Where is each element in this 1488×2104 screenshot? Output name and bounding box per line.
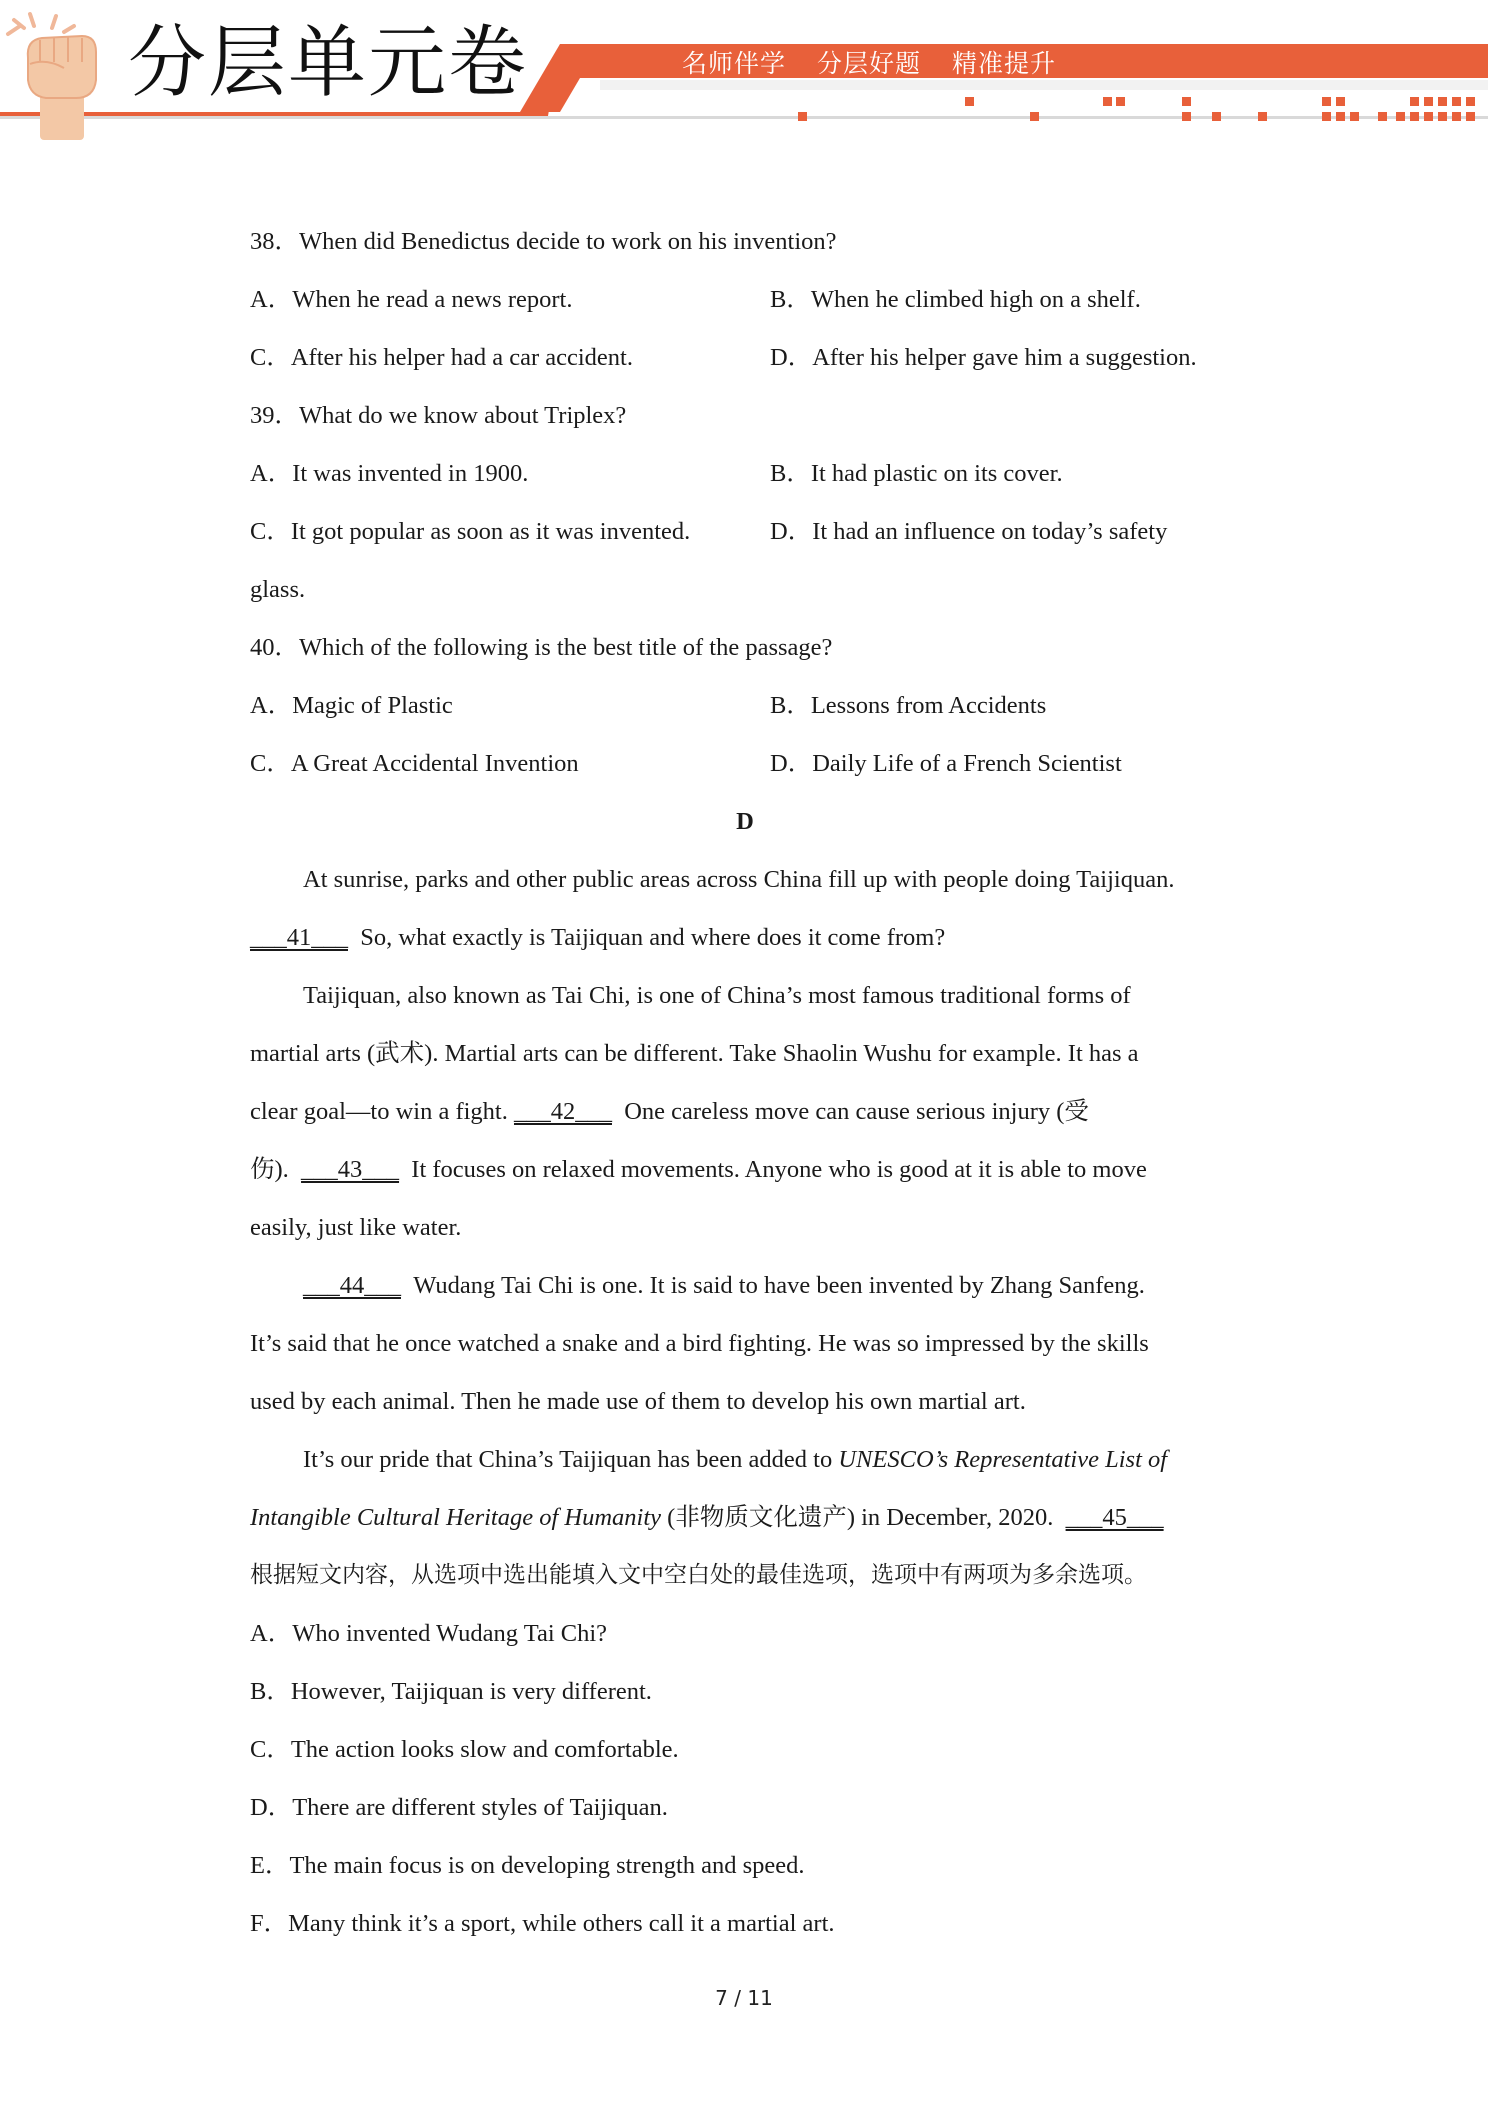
option-label: A．	[250, 1620, 293, 1647]
blank-43: ___43___	[301, 1156, 400, 1183]
option-text: There are different styles of Taijiquan.	[292, 1794, 668, 1821]
passage-line: At sunrise, parks and other public areas across China fill up with people doing Taijiquan.	[303, 866, 1175, 893]
option-40-d	[770, 752, 1122, 777]
option-label: F．	[250, 1910, 289, 1937]
option-label: A．	[250, 286, 293, 313]
option-38-c	[250, 346, 633, 371]
blank-41: ___41___	[250, 924, 348, 951]
slogan-1: 名师伴学	[682, 49, 787, 78]
option-label: D．	[770, 344, 813, 371]
choice-a	[250, 1622, 607, 1647]
section-heading: D	[736, 808, 754, 835]
question-38	[250, 230, 837, 255]
option-label: E．	[250, 1852, 290, 1879]
option-39-c	[250, 520, 690, 545]
passage-text: clear goal—to win a fight.	[250, 1098, 508, 1125]
option-text: After his helper gave him a suggestion.	[812, 344, 1197, 371]
option-text: A Great Accidental Invention	[290, 750, 579, 777]
option-39-a	[250, 462, 528, 487]
option-40-a	[250, 694, 453, 719]
option-39-d-continued: glass.	[250, 576, 306, 603]
passage-line	[303, 1274, 1145, 1299]
passage-italic-text: UNESCO’s Representative List of	[838, 1446, 1168, 1473]
option-label: A．	[250, 460, 293, 487]
option-text: The main focus is on developing strength and speed.	[289, 1852, 805, 1879]
option-label: C．	[250, 344, 291, 371]
slogan-2: 分层好题	[816, 49, 921, 78]
blank-45: ___45___	[1065, 1504, 1164, 1531]
option-label: C．	[250, 1736, 291, 1763]
option-label: B．	[770, 460, 811, 487]
option-text: It got popular as soon as it was invented.	[290, 518, 691, 545]
choice-b	[250, 1680, 652, 1705]
passage-text: So, what exactly is Taijiquan and where does it come from?	[360, 924, 946, 951]
passage-line	[250, 1100, 1089, 1125]
question-number: 40．	[250, 634, 299, 661]
question-40	[250, 636, 832, 661]
option-label: D．	[770, 750, 813, 777]
option-38-d	[770, 346, 1197, 371]
option-label: B．	[770, 286, 811, 313]
passage-text: One careless move can cause serious injury (受	[624, 1098, 1089, 1125]
option-text: Lessons from Accidents	[810, 692, 1047, 719]
choice-d	[250, 1796, 668, 1821]
option-label: D．	[770, 518, 813, 545]
option-label: B．	[770, 692, 811, 719]
brand-title: 分层单元卷	[128, 18, 529, 108]
blank-44: ___44___	[303, 1272, 401, 1299]
option-text: When he read a news report.	[292, 286, 573, 313]
passage-line: used by each animal. Then he made use of them to develop his own martial art.	[250, 1388, 1026, 1415]
option-40-b	[770, 694, 1046, 719]
question-stem: When did Benedictus decide to work on his invention?	[299, 228, 837, 255]
blank-42: ___42___	[513, 1098, 612, 1125]
option-text: The action looks slow and comfortable.	[290, 1736, 679, 1763]
passage-line	[250, 926, 945, 951]
header-slogan	[682, 44, 1078, 80]
choice-c	[250, 1738, 679, 1763]
question-number: 39．	[250, 402, 299, 429]
passage-text: Wudang Tai Chi is one. It is said to have been invented by Zhang Sanfeng.	[413, 1272, 1145, 1299]
option-text: However, Taijiquan is very different.	[290, 1678, 652, 1705]
question-number: 38．	[250, 228, 299, 255]
passage-text: It’s our pride that China’s Taijiquan has been added to	[303, 1446, 833, 1473]
option-label: B．	[250, 1678, 291, 1705]
option-text: Who invented Wudang Tai Chi?	[292, 1620, 608, 1647]
option-label: C．	[250, 750, 291, 777]
passage-line	[250, 1158, 1147, 1183]
page-number: 7 / 11	[715, 1986, 773, 2010]
slogan-3: 精准提升	[951, 49, 1056, 78]
passage-line: It’s said that he once watched a snake and a bird fighting. He was so impressed by the skills	[250, 1330, 1149, 1357]
raised-fist-icon	[8, 14, 96, 140]
passage-line: Taijiquan, also known as Tai Chi, is one of China’s most famous traditional forms of	[303, 982, 1131, 1009]
page-header	[0, 0, 1488, 150]
choice-f	[250, 1912, 835, 1937]
option-label: A．	[250, 692, 293, 719]
passage-text: 伤).	[250, 1156, 289, 1183]
instruction-text: 根据短文内容，从选项中选出能填入文中空白处的最佳选项，选项中有两项为多余选项。	[250, 1562, 1147, 1588]
passage-line: martial arts (武术). Martial arts can be different. Take Shaolin Wushu for example. It has a	[250, 1040, 1139, 1067]
question-39	[250, 404, 626, 429]
option-text: Daily Life of a French Scientist	[812, 750, 1122, 777]
option-text: After his helper had a car accident.	[290, 344, 633, 371]
question-stem: What do we know about Triplex?	[299, 402, 627, 429]
option-text: It had an influence on today’s safety	[812, 518, 1168, 545]
option-38-b	[770, 288, 1141, 313]
passage-line	[303, 1448, 1167, 1473]
passage-line	[250, 1506, 1164, 1531]
option-text: When he climbed high on a shelf.	[810, 286, 1141, 313]
choice-e	[250, 1854, 805, 1879]
option-40-c	[250, 752, 579, 777]
passage-line: easily, just like water.	[250, 1214, 462, 1241]
option-label: C．	[250, 518, 291, 545]
passage-text: (非物质文化遗产) in December, 2020.	[667, 1504, 1054, 1531]
option-38-a	[250, 288, 572, 313]
question-stem: Which of the following is the best title of the passage?	[299, 634, 833, 661]
option-label: D．	[250, 1794, 293, 1821]
option-text: Many think it’s a sport, while others call it a martial art.	[288, 1910, 835, 1937]
passage-italic-text: Intangible Cultural Heritage of Humanity	[250, 1504, 662, 1531]
option-text: Magic of Plastic	[292, 692, 453, 719]
option-39-b	[770, 462, 1063, 487]
option-text: It was invented in 1900.	[292, 460, 529, 487]
passage-text: It focuses on relaxed movements. Anyone who is good at it is able to move	[411, 1156, 1147, 1183]
option-39-d	[770, 520, 1167, 545]
option-text: It had plastic on its cover.	[810, 460, 1063, 487]
